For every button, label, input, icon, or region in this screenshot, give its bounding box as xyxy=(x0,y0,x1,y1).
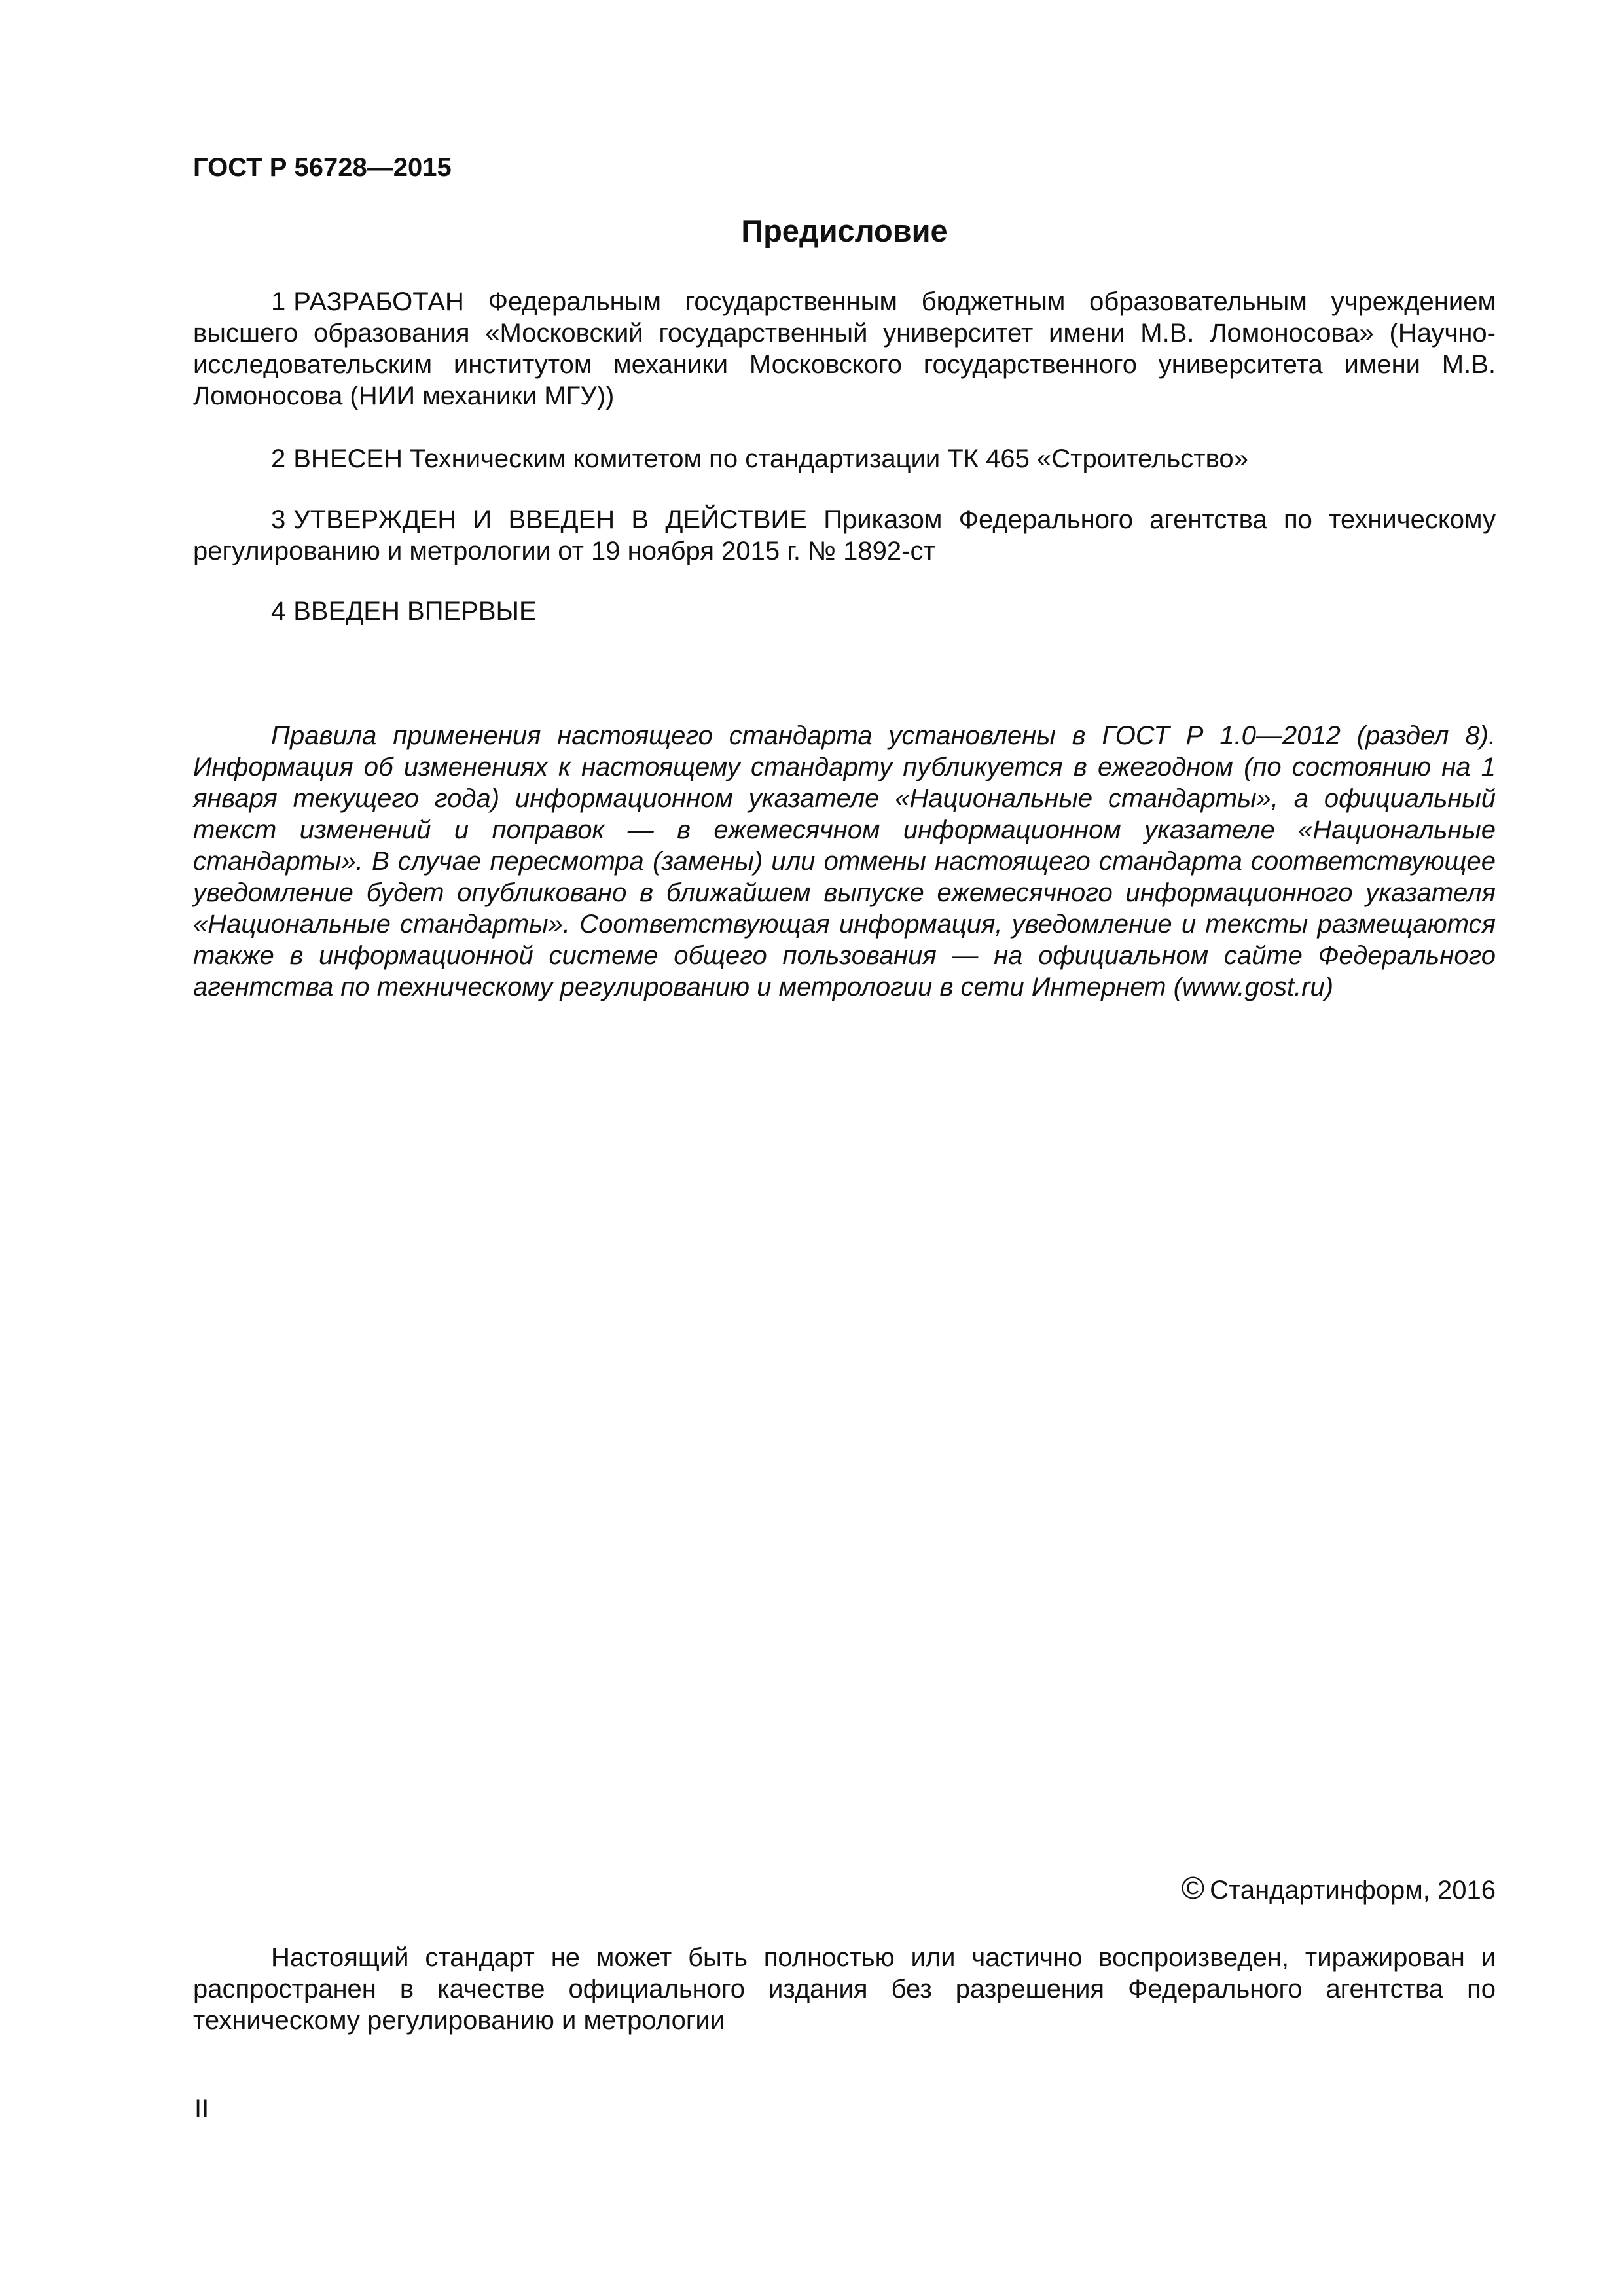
preface-item-4 xyxy=(193,596,1496,627)
item-number: 4 xyxy=(271,597,286,626)
preface-title: Предисловие xyxy=(741,213,948,248)
item-number: 1 xyxy=(271,287,286,316)
item-text: Техническим комитетом по стандартизации ТК 465 «Строительство» xyxy=(410,444,1248,473)
item-lead: РАЗРАБОТАН xyxy=(293,287,464,316)
item-text: Приказом Федерального агентства по техническому регулированию и метрологии от 19 ноября 2015 г. № 1892-ст xyxy=(193,505,1496,565)
reproduction-notice-text: Настоящий стандарт не может быть полностью или частично воспроизведен, тиражирован и распространен в качестве официального издания без разрешения Федерального агентства по техническому регулированию и метрологии xyxy=(193,1943,1496,2035)
copyright-text: Стандартинформ, 2016 xyxy=(1210,1876,1496,1905)
preface-item-3 xyxy=(193,504,1496,567)
item-lead: ВНЕСЕН xyxy=(293,444,403,473)
copyright-symbol: © xyxy=(1181,1871,1205,1906)
item-lead: УТВЕРЖДЕН И ВВЕДЕН В ДЕЙСТВИЕ xyxy=(293,505,807,534)
page-number: II xyxy=(194,2094,209,2123)
document-code: ГОСТ Р 56728—2015 xyxy=(193,153,452,182)
item-number: 3 xyxy=(271,505,286,534)
preface-item-1 xyxy=(193,286,1496,412)
preface-item-2 xyxy=(193,443,1496,475)
reproduction-notice xyxy=(193,1942,1496,2036)
application-note-text: Правила применения настоящего стандарта установлены в ГОСТ Р 1.0—2012 (раздел 8). Информация об изменениях к настоящему стандарту публикуется в ежегодном (по состоянию на 1 января текущего года) информационном указателе «Национальные стандарты», а официальный текст изменений и поправок — в ежемесячном информационном указателе «Национальные стандарты». В случае пересмотра (замены) или отмены настоящего стандарта соответствующее уведомление будет опубликовано в ближайшем выпуске ежемесячного информационного указателя «Национальные стандарты». Соответствующая информация, уведомление и тексты размещаются также в информационной системе общего пользования — на официальном сайте Федерального агентства по техническому регулированию и метрологии в сети Интернет (www.gost.ru) xyxy=(193,721,1496,1001)
item-text: Федеральным государственным бюджетным образовательным учреждением высшего образования «Московский государственный университет имени М.В. Ломоносова» (Научно-исследовательским институтом механики Московского государственного университета имени М.В. Ломоносова (НИИ механики МГУ)) xyxy=(193,287,1496,410)
item-lead: ВВЕДЕН ВПЕРВЫЕ xyxy=(293,597,537,626)
copyright-line xyxy=(193,1873,1496,1906)
item-number: 2 xyxy=(271,444,286,473)
application-note xyxy=(193,720,1496,1003)
